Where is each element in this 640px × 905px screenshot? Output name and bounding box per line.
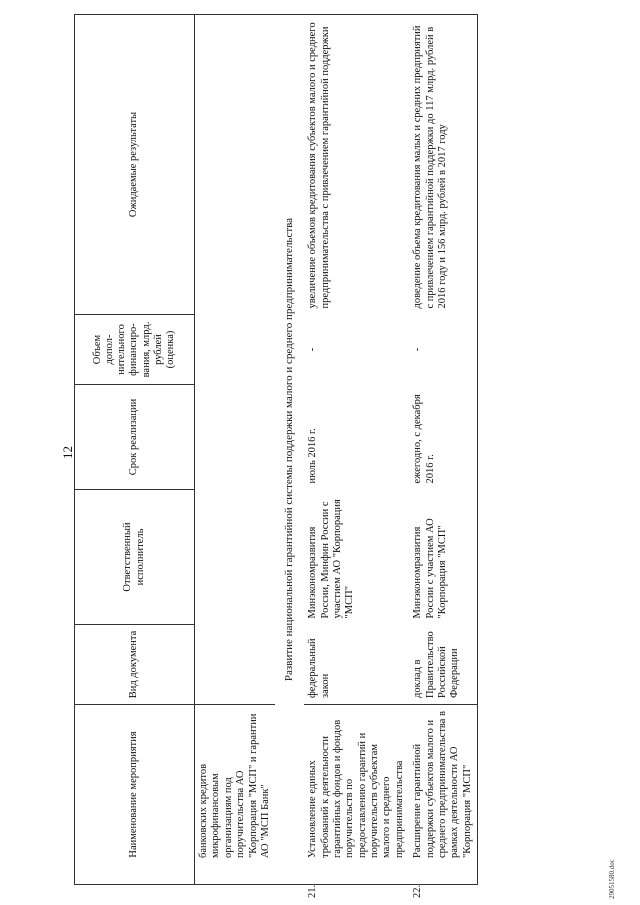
row-name: Установление единых требований к деятельности гарантийных фондов и фондов поручительств по предоставлению гарантий и поручительств субъектам малого и среднего предпринимательства bbox=[307, 719, 405, 858]
header-name: Наименование мероприятия bbox=[75, 705, 195, 885]
row-results: увеличение объемов кредитования субъектов малого и среднего предпринимательства с привлечением гарантийной поддержки bbox=[304, 15, 409, 315]
row-results: доведение объема кредитования малых и средних предприятий с привлечением гарантийной поддержки до 117 млрд. рублей в 2016 году и 156 млрд. рублей в 2017 году bbox=[409, 15, 477, 315]
section-row bbox=[275, 15, 304, 885]
row-term: ежегодно, с декабря 2016 г. bbox=[409, 385, 477, 490]
row-name-cell bbox=[304, 705, 409, 898]
row-name: Расширение гарантийной поддержки субъектов малого и среднего предпринимательства в рамках деятельности АО "Корпорация "МСП" bbox=[412, 711, 473, 858]
row-doc-type: федеральный закон bbox=[307, 638, 331, 698]
continuation-text: банковских кредитов микрофинансовым организациям под поручительства АО "Корпорация "МСП" и гарантии АО "МСП Банк" bbox=[195, 705, 276, 885]
page-number: 12 bbox=[60, 446, 75, 459]
row-executor: Минэкономразвития России, Минфин России с участием АО "Корпорация "МСП" bbox=[307, 499, 356, 619]
header-term: Срок реализации bbox=[75, 385, 195, 490]
row-number: 21. bbox=[307, 884, 319, 898]
row-term: июль 2016 г. bbox=[307, 428, 319, 484]
row-executor: Минэкономразвития России с участием АО "Корпорация "МСП" bbox=[409, 490, 477, 625]
row-funding: - bbox=[307, 347, 319, 352]
row-funding: - bbox=[409, 315, 477, 385]
header-results: Ожидаемые результаты bbox=[75, 15, 195, 315]
document-code: 29051580.doc bbox=[608, 859, 616, 899]
table-row bbox=[304, 15, 409, 885]
row-name-cell bbox=[409, 705, 477, 898]
table-header-row bbox=[75, 15, 195, 885]
continuation-row bbox=[195, 15, 276, 885]
measures-table bbox=[74, 14, 478, 898]
table-row bbox=[409, 15, 477, 885]
header-doc-type: Вид документа bbox=[75, 625, 195, 705]
row-number: 22. bbox=[412, 884, 424, 898]
row-doc-type: доклад в Правительство Российской Федерации bbox=[409, 625, 477, 705]
header-executor: Ответственный исполнитель bbox=[75, 490, 195, 625]
header-funding: Объем допол-нительного финансиро-вания, млрд. рублей (оценка) bbox=[75, 315, 195, 385]
section-title: Развитие национальной гарантийной системы поддержки малого и среднего предпринимательства bbox=[275, 15, 304, 885]
